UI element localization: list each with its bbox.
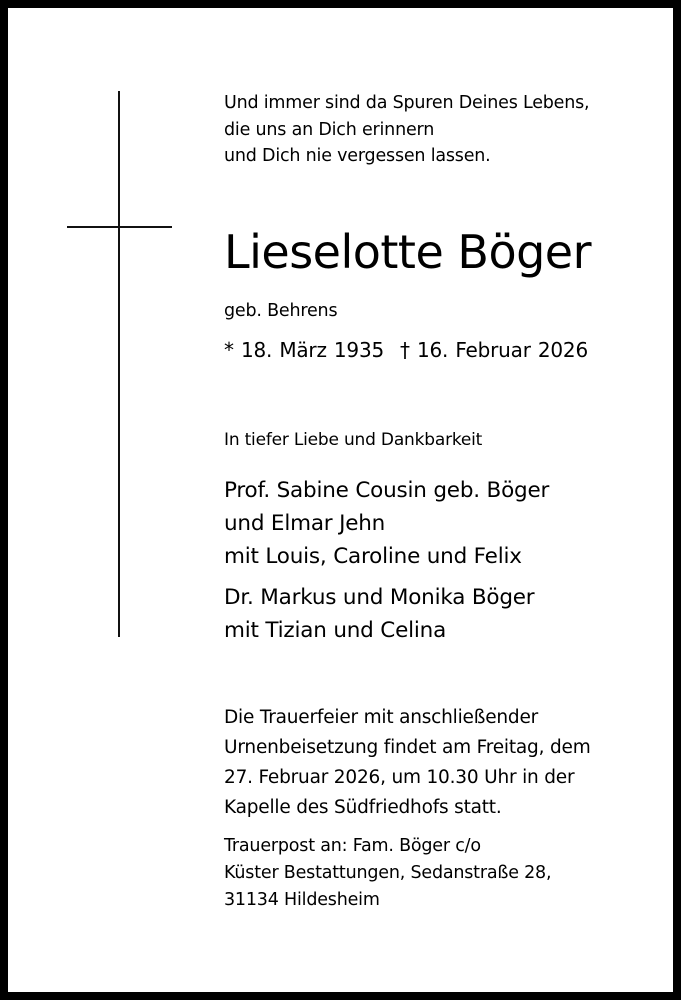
ceremony-line: 27. Februar 2026, um 10.30 Uhr in der — [224, 767, 575, 788]
death-date: † 16. Februar 2026 — [400, 338, 588, 362]
ceremony-line: Kapelle des Südfriedhofs statt. — [224, 797, 502, 818]
address-line: Küster Bestattungen, Sedanstraße 28, — [224, 863, 552, 883]
birth-date: * 18. März 1935 — [224, 338, 385, 362]
mourner-line: und Elmar Jehn — [224, 511, 386, 536]
verse-line: die uns an Dich erinnern — [224, 119, 435, 140]
ceremony-line: Urnenbeisetzung findet am Freitag, dem — [224, 737, 591, 758]
funeral-ceremony-info — [224, 703, 591, 823]
mourner-family-2 — [224, 581, 534, 647]
verse-line: und Dich nie vergessen lassen. — [224, 146, 491, 166]
address-line: Trauerpost an: Fam. Böger c/o — [224, 836, 481, 856]
verse-line: Und immer sind da Spuren Deines Lebens, — [224, 93, 590, 113]
cross-horizontal-beam — [67, 226, 172, 228]
maiden-name: geb. Behrens — [224, 301, 338, 321]
mourner-line: Dr. Markus und Monika Böger — [224, 585, 535, 610]
address-line: 31134 Hildesheim — [224, 890, 380, 910]
closing-phrase: In tiefer Liebe und Dankbarkeit — [224, 430, 483, 450]
memorial-verse — [224, 90, 589, 170]
condolence-address — [224, 833, 551, 914]
ceremony-line: Die Trauerfeier mit anschließender — [224, 707, 539, 728]
mourner-family-1 — [224, 474, 549, 573]
deceased-name: Lieselotte Böger — [224, 225, 592, 279]
cross-vertical-beam — [118, 91, 120, 637]
mourner-line: Prof. Sabine Cousin geb. Böger — [224, 478, 550, 503]
mourner-line: mit Louis, Caroline und Felix — [224, 544, 522, 569]
life-dates — [224, 336, 588, 364]
obituary-card — [8, 8, 673, 992]
mourner-line: mit Tizian und Celina — [224, 618, 447, 643]
